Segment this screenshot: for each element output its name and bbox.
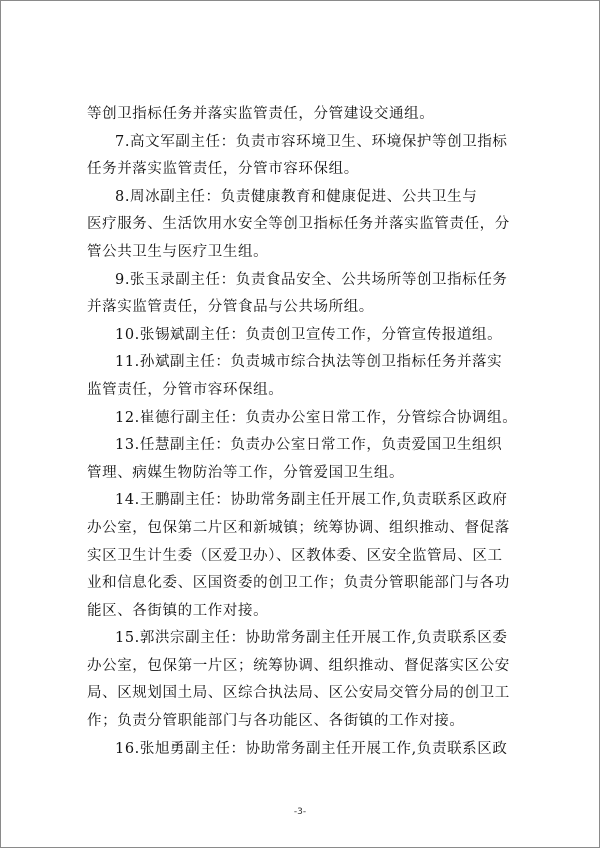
text-line: 任务并落实监管责任，分管市容环保组。 bbox=[87, 161, 359, 178]
text-line: 局、区规划国土局、区综合执法局、区公安局交管分局的创卫工 bbox=[87, 685, 510, 702]
text-line: 9.张玉录副主任：负责食品安全、公共场所等创卫指标任务 bbox=[115, 271, 508, 288]
text-line: 16.张旭勇副主任：协助常务副主任开展工作,负责联系区政 bbox=[115, 740, 508, 757]
document-body bbox=[87, 101, 547, 763]
text-line: 13.任慧副主任：负责办公室日常工作，负责爱国卫生组织 bbox=[115, 437, 503, 454]
text-line: 10.张锡斌副主任：负责创卫宣传工作，分管宣传报道组。 bbox=[115, 326, 503, 343]
text-line: 12.崔德行副主任：负责办公室日常工作，分管综合协调组。 bbox=[115, 409, 518, 426]
text-line: 办公室，包保第一片区；统筹协调、组织推动、督促落实区公安 bbox=[87, 657, 510, 674]
text-line: 监管责任，分管市容环保组。 bbox=[87, 381, 284, 398]
text-line: 管理、病媒生物防治等工作，分管爱国卫生组。 bbox=[87, 464, 405, 481]
text-line: 7.高文军副主任：负责市容环境卫生、环境保护等创卫指标 bbox=[115, 133, 508, 150]
text-line: 8.周冰副主任：负责健康教育和健康促进、公共卫生与 bbox=[115, 188, 478, 205]
text-line: 等创卫指标任务并落实监管责任，分管建设交通组。 bbox=[87, 106, 435, 122]
text-line: 能区、各街镇的工作对接。 bbox=[87, 602, 269, 619]
text-line: 11.孙斌副主任：负责城市综合执法等创卫指标任务并落实 bbox=[115, 354, 503, 371]
text-line: 15.郭洪宗副主任：协助常务副主任开展工作,负责联系区委 bbox=[115, 630, 508, 647]
text-line: 作；负责分管职能部门与各功能区、各街镇的工作对接。 bbox=[87, 713, 465, 730]
text-line: 医疗服务、生活饮用水安全等创卫指标任务并落实监管责任，分 bbox=[87, 216, 510, 233]
text-line: 并落实监管责任，分管食品与公共场所组。 bbox=[87, 299, 374, 316]
text-line: 实区卫生计生委（区爱卫办）、区教体委、区安全监管局、区工 bbox=[87, 547, 503, 564]
text-line: 管公共卫生与医疗卫生组。 bbox=[87, 243, 269, 260]
text-line: 14.王鹏副主任：协助常务副主任开展工作,负责联系区政府 bbox=[115, 492, 508, 509]
page-number: -3- bbox=[293, 807, 307, 817]
text-line: 办公室，包保第二片区和新城镇；统筹协调、组织推动、督促落 bbox=[87, 519, 510, 536]
text-line: 业和信息化委、区国资委的创卫工作；负责分管职能部门与各功 bbox=[87, 575, 510, 592]
